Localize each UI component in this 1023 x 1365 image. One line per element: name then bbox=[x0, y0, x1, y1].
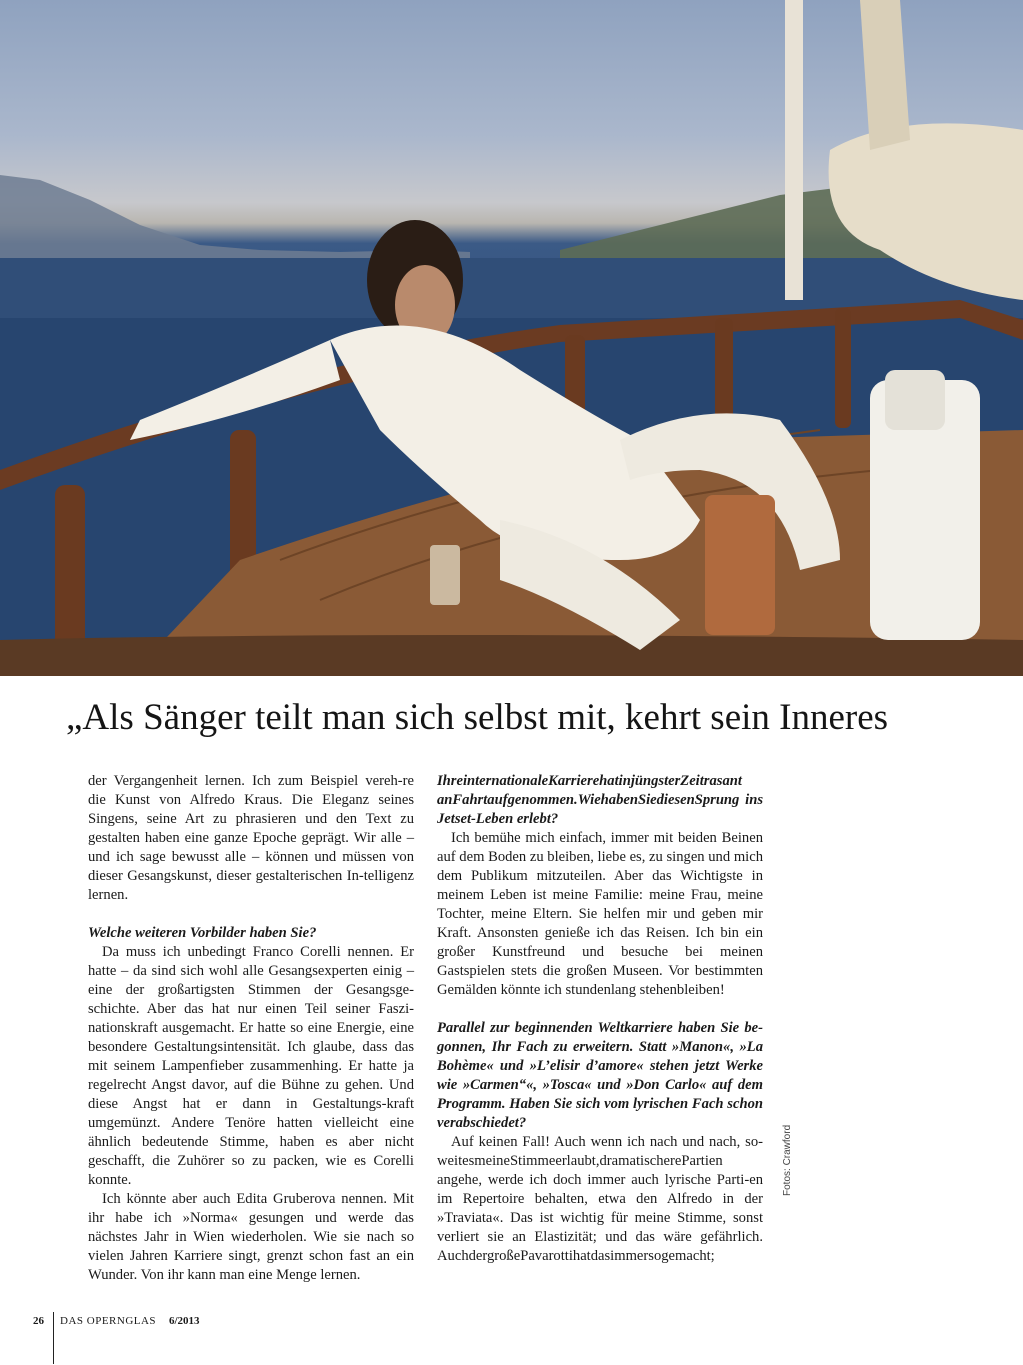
left-column bbox=[88, 772, 414, 1285]
right-column bbox=[437, 772, 763, 1266]
interview-question: Parallel zur beginnenden Weltkarriere haben Sie be-gonnen, Ihr Fach zu erweitern. Statt »Manon«, »La Bohème« und »L’elisir d’amore« stehen jetzt Werke wie »Carmen“«, »Tosca« und »Don Carlo« auf dem Programm. Haben Sie sich vom lyrischen Fach schon verabschiedet? bbox=[437, 1020, 763, 1131]
sailboat-photo-illustration bbox=[0, 0, 1023, 676]
page-footer bbox=[33, 1315, 200, 1327]
interview-question: Welche weiteren Vorbilder haben Sie? bbox=[88, 925, 317, 941]
paragraph: Auf keinen Fall! Auch wenn ich nach und nach, so-weitesmeineStimmeerlaubt,dramatischerePartien angehe, werde ich doch immer auch lyrische Parti-en im Repertoire behalten, etwa den Alfredo in der »Traviata«. Das ist wichtig für meine Stimme, sonst verliert sie an Elastizität; und das wäre gefährlich. AuchdergroßePavarottihatdasimmersogemacht; bbox=[437, 1134, 763, 1264]
article-headline: „Als Sänger teilt man sich selbst mit, kehrt sein Inneres bbox=[66, 697, 889, 738]
interview-question: IhreinternationaleKarrierehatinjüngsterZeitrasant anFahrtaufgenommen.WiehabenSiediesenSprung ins Jetset-Leben erlebt? bbox=[437, 773, 763, 827]
photo-credit: Fotos: Crawford bbox=[782, 1124, 793, 1196]
footer-divider bbox=[53, 1312, 54, 1364]
hero-photo bbox=[0, 0, 1023, 676]
paragraph: der Vergangenheit lernen. Ich zum Beispiel vereh-re die Kunst von Alfredo Kraus. Die Eleganz seines Singens, seine Art zu phrasieren und den Text zu gestalten haben eine ganze Epoche geprägt. Wir alle – und ich sage bewusst alle – können und müssen von dieser Gesangskunst, dieser gestalterischen In-telligenz lernen. bbox=[88, 773, 414, 903]
paragraph: Da muss ich unbedingt Franco Corelli nennen. Er hatte – da sind sich wohl alle Gesangsexperten einig – eine der großartigsten Stimmen der Gesangsge-schichte. Aber das hat nur einen Teil seiner Faszi-nationskraft ausgemacht. Er hatte so eine Energie, eine besondere Gestaltungsintensität. Ich glaube, dass das mit seinem Lampenfieber zusammenhing. Er hatte ja regelrecht Angst davor, auf die Bühne zu gehen. Und diese Angst hat er dann in Gestaltungs-kraft umgemünzt. Andere Tenöre hatten vielleicht eine ähnlich bedeutende Stimme, haben es aber nicht geschafft, die Zuhörer so zu packen, wie es Corelli konnte. bbox=[88, 944, 414, 1188]
magazine-name: DAS OPERNGLAS bbox=[60, 1315, 157, 1327]
paragraph: Ich bemühe mich einfach, immer mit beiden Beinen auf dem Boden zu bleiben, liebe es, zu singen und mich dem Publikum mitzuteilen. Aber das Wichtigste in meinem Leben ist meine Familie: meine Frau, meine Tochter, meine Eltern. Sie helfen mir und geben mir Kraft. Ansonsten genieße ich das Reisen. Ich bin ein großer Kunstfreund und besuche bei meinen Gastspielen stets die großen Museen. Vor bestimmten Gemälden könnte ich stundenlang stehenbleiben! bbox=[437, 830, 763, 998]
page-number: 26 bbox=[33, 1315, 44, 1327]
paragraph: Ich könnte aber auch Edita Gruberova nennen. Mit ihr habe ich »Norma« gesungen und werde das nächstes Jahr in Wien wiederholen. Wie sie nach so vielen Jahren Karriere singt, grenzt schon fast an ein Wunder. Von ihr kann man eine Menge lernen. bbox=[88, 1191, 414, 1283]
issue-number: 6/2013 bbox=[169, 1315, 200, 1327]
